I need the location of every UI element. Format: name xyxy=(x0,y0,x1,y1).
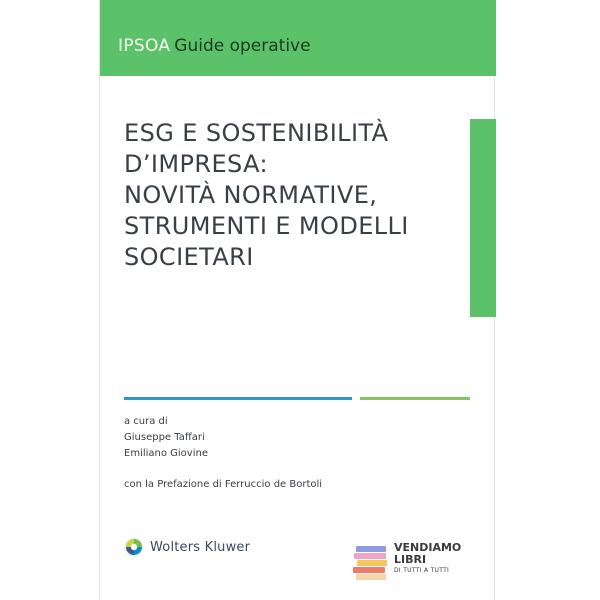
preface-credit: con la Prefazione di Ferruccio de Bortoli xyxy=(124,479,323,490)
wolters-kluwer-logo-icon xyxy=(124,537,144,557)
title-line: D’IMPRESA: xyxy=(124,150,268,178)
blue-divider xyxy=(124,397,352,400)
title-line: NOVITÀ NORMATIVE, xyxy=(124,181,378,209)
seller-brand-line: LIBRI xyxy=(394,553,427,566)
green-divider xyxy=(360,397,470,400)
seller-wordmark xyxy=(394,542,461,575)
series-label xyxy=(118,36,311,56)
title-line: SOCIETARI xyxy=(124,243,254,271)
seller-brand-line: VENDIAMO xyxy=(394,541,462,554)
book-cover xyxy=(99,0,495,600)
series-name: Guide operative xyxy=(174,36,311,56)
vendiamo-libri-logo xyxy=(352,542,492,586)
book-title xyxy=(124,118,454,273)
title-line: STRUMENTI E MODELLI xyxy=(124,212,409,240)
header-band xyxy=(100,0,496,76)
editors-block xyxy=(124,414,208,462)
stacked-books-icon xyxy=(352,544,390,584)
author-name: Emiliano Giovine xyxy=(124,448,208,459)
curated-by-label: a cura di xyxy=(124,416,168,427)
publisher-imprint: IPSOA xyxy=(118,36,171,56)
publisher-name: Wolters Kluwer xyxy=(150,539,251,555)
title-line: ESG E SOSTENIBILITÀ xyxy=(124,119,389,147)
author-name: Giuseppe Taffari xyxy=(124,432,205,443)
green-side-bar xyxy=(470,119,496,317)
wolters-kluwer-logo xyxy=(124,537,250,557)
seller-tagline: DI TUTTI A TUTTI xyxy=(394,567,450,574)
